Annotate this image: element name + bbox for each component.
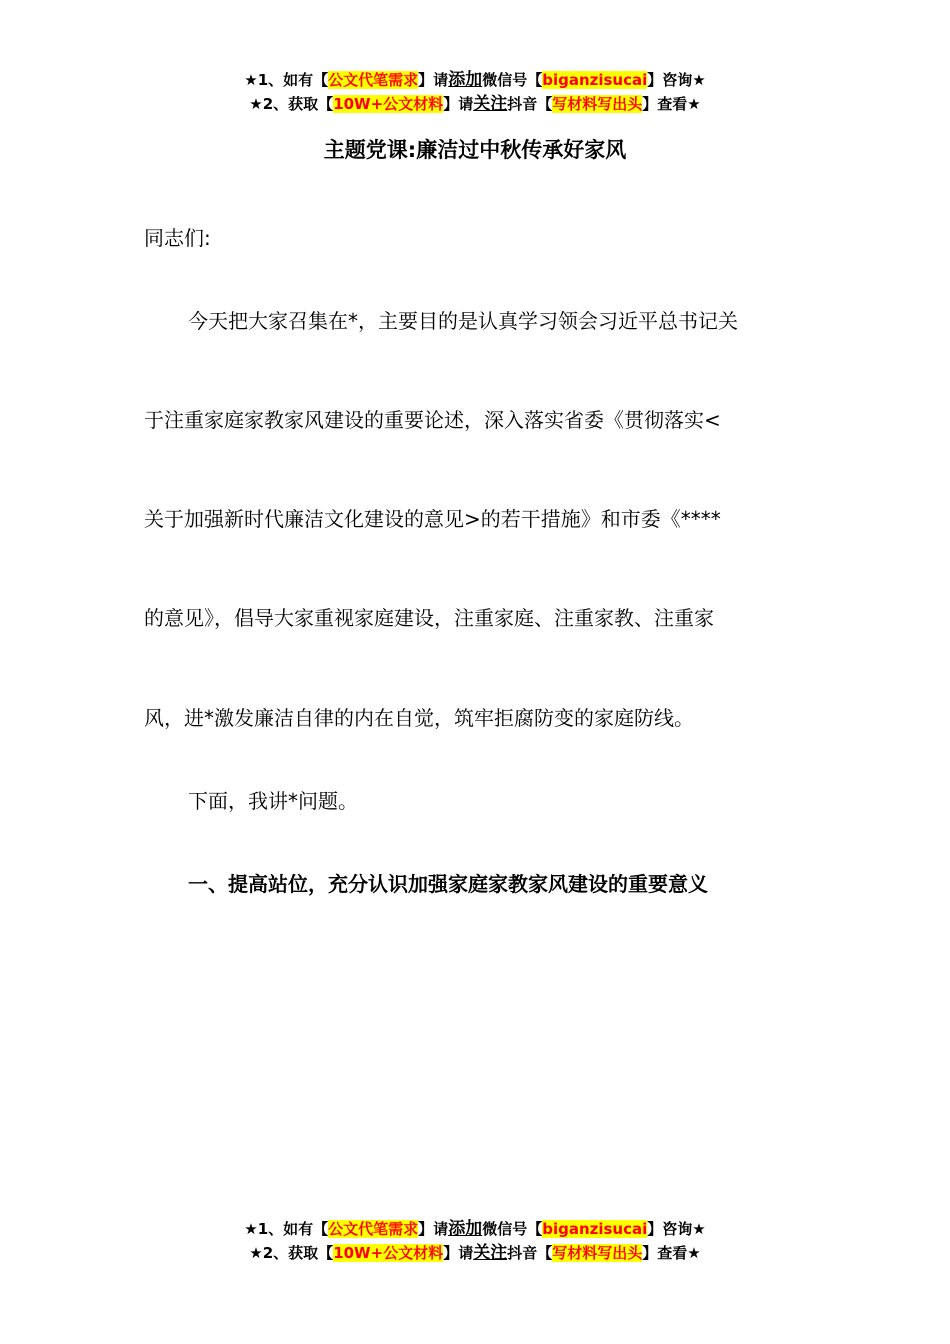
banner-text: 微信号【: [482, 1220, 543, 1238]
paragraph: 下面，我讲*问题。: [188, 789, 358, 813]
banner-text: 1、如有【: [257, 71, 329, 89]
banner-text: 关注: [473, 94, 508, 114]
banner-line-2: [0, 92, 950, 116]
paragraph-line: 风，进*激发廉洁自律的内在自觉，筑牢拒腐防变的家庭防线。: [144, 706, 694, 730]
paragraph-line: 关于加强新时代廉洁文化建设的意见>的若干措施》和市委《****: [144, 507, 721, 531]
banner-text: 2、获取【: [262, 1244, 334, 1262]
star-icon: ★: [244, 1220, 258, 1238]
banner-text: 添加: [448, 70, 483, 90]
highlight-douyin: 写材料写出头: [552, 1244, 643, 1262]
highlight-materials: 10W+公文材料: [333, 1244, 444, 1262]
header-banner: [0, 68, 950, 116]
star-icon: ★: [687, 95, 701, 113]
salutation: 同志们:: [144, 226, 211, 250]
footer-banner: [0, 1217, 950, 1265]
banner-text: 】咨询: [647, 1220, 693, 1238]
banner-text: 关注: [473, 1243, 508, 1263]
banner-text: 】咨询: [647, 71, 693, 89]
banner-text: 】请: [443, 1244, 474, 1262]
star-icon: ★: [244, 71, 258, 89]
banner-text: 添加: [448, 1219, 483, 1239]
star-icon: ★: [692, 71, 706, 89]
star-icon: ★: [692, 1220, 706, 1238]
paragraph-line: 今天把大家召集在*，主要目的是认真学习领会习近平总书记关: [188, 309, 738, 333]
star-icon: ★: [249, 95, 263, 113]
banner-line-1: [0, 68, 950, 92]
banner-text: 抖音【: [507, 95, 553, 113]
highlight-service: 公文代笔需求: [328, 71, 419, 89]
highlight-service: 公文代笔需求: [328, 1220, 419, 1238]
highlight-wechat-id: biganzisucai: [542, 71, 648, 89]
highlight-wechat-id: biganzisucai: [542, 1220, 648, 1238]
paragraph-line: 于注重家庭家教家风建设的重要论述，深入落实省委《贯彻落实<: [144, 408, 721, 432]
highlight-materials: 10W+公文材料: [333, 95, 444, 113]
banner-text: 】请: [418, 71, 449, 89]
banner-line-1: [0, 1217, 950, 1241]
banner-text: 】请: [418, 1220, 449, 1238]
banner-text: 】请: [443, 95, 474, 113]
banner-text: 】查看: [642, 95, 688, 113]
star-icon: ★: [249, 1244, 263, 1262]
banner-text: 2、获取【: [262, 95, 334, 113]
banner-line-2: [0, 1241, 950, 1265]
banner-text: 抖音【: [507, 1244, 553, 1262]
banner-text: 】查看: [642, 1244, 688, 1262]
banner-text: 1、如有【: [257, 1220, 329, 1238]
document-title: 主题党课:廉洁过中秋传承好家风: [323, 138, 627, 162]
section-heading: 一、提高站位，充分认识加强家庭家教家风建设的重要意义: [188, 872, 708, 896]
paragraph-line: 的意见》，倡导大家重视家庭建设，注重家庭、注重家教、注重家: [144, 606, 714, 630]
banner-text: 微信号【: [482, 71, 543, 89]
highlight-douyin: 写材料写出头: [552, 95, 643, 113]
star-icon: ★: [687, 1244, 701, 1262]
